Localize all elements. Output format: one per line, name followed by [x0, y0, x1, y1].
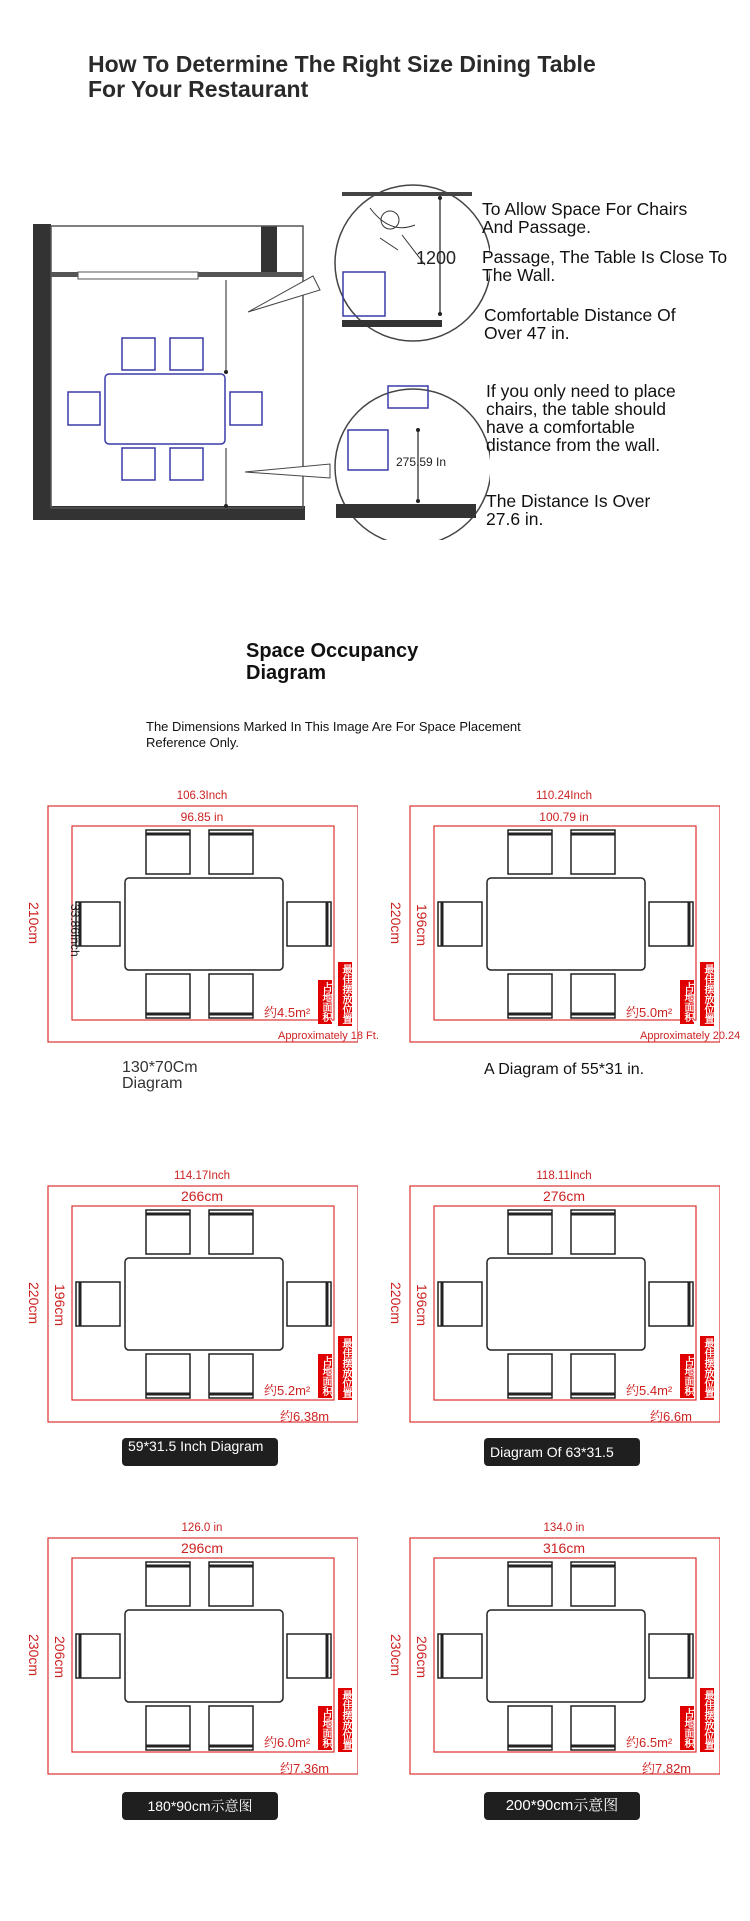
total-length-label: 约6.38m: [280, 1409, 330, 1424]
area-label: 约5.4m²: [626, 1383, 673, 1398]
outer-width-label: 110.24Inch: [535, 790, 593, 802]
space-diagram-drawing: [408, 790, 720, 1050]
tag-occupied-area: 占地面积: [682, 1356, 693, 1396]
inner-height-label: 196cm: [414, 904, 430, 947]
note-distance-27: The Distance Is Over 27.6 in.: [486, 491, 651, 529]
note-only-chairs: If you only need to place chairs, the table should have a comfortable distance from the wall.: [486, 381, 676, 455]
inner-width-label: 266cm: [180, 1188, 224, 1204]
approx-label: Approximately 18 Ft.: [278, 1030, 379, 1042]
inner-height-label: 196cm: [414, 1284, 430, 1327]
outer-width-label: 126.0 in: [181, 1522, 223, 1534]
tag-best-position: 最佳摆放位置: [340, 964, 351, 1024]
outer-height-label: 220cm: [26, 1282, 42, 1325]
dim-1200-label: 1200: [416, 248, 457, 268]
tag-occupied-area: 占地面积: [320, 982, 331, 1022]
space-diagram-drawing: [46, 790, 358, 1050]
caption-6: 200*90cm示意图: [484, 1792, 640, 1820]
caption-4: Diagram Of 63*31.5: [484, 1438, 640, 1466]
inner-height-label: 196cm: [52, 1284, 68, 1327]
outer-height-label: 220cm: [388, 902, 404, 945]
space-diagram-drawing: [408, 1522, 720, 1782]
total-length-label: 约7.36m: [280, 1761, 330, 1776]
caption-3: 59*31.5 Inch Diagram: [122, 1438, 278, 1466]
caption-5: 180*90cm示意图: [122, 1792, 278, 1820]
approx-label: Approximately 20.24: [640, 1030, 741, 1042]
space-diagram-6: [388, 1522, 720, 1782]
floor-plan-diagram: [30, 180, 490, 540]
space-diagram-2: [388, 790, 741, 1050]
note-chairs-passage: To Allow Space For Chairs And Passage.: [482, 199, 688, 237]
tag-best-position: 最佳摆放位置: [702, 1690, 713, 1750]
outer-width-label: 118.11Inch: [536, 1170, 592, 1182]
outer-width-label: 106.3Inch: [176, 790, 228, 802]
total-length-label: 约6.6m: [650, 1409, 692, 1424]
outer-width-label: 114.17Inch: [173, 1170, 231, 1182]
outer-width-label: 134.0 in: [543, 1522, 585, 1534]
tag-best-position: 最佳摆放位置: [340, 1690, 351, 1750]
caption-2: A Diagram of 55*31 in.: [484, 1061, 645, 1078]
space-diagram-5: [26, 1522, 358, 1782]
inner-height-label: 206cm: [414, 1636, 430, 1679]
inner-width-label: 316cm: [542, 1540, 586, 1556]
outer-height-label: 210cm: [26, 902, 42, 945]
note-passage-wall: Passage, The Table Is Close To The Wall.: [482, 247, 728, 285]
outer-height-label: 220cm: [388, 1282, 404, 1325]
caption-1: 130*70Cm Diagram: [122, 1059, 198, 1092]
section-note: The Dimensions Marked In This Image Are For Space Placement Reference Only.: [146, 719, 521, 750]
area-label: 约6.0m²: [264, 1735, 311, 1750]
tag-best-position: 最佳摆放位置: [702, 1338, 713, 1398]
total-length-label: 约7.82m: [642, 1761, 692, 1776]
area-label: 约5.0m²: [626, 1005, 673, 1020]
note-comfortable-47: Comfortable Distance Of Over 47 in.: [484, 305, 676, 343]
tag-occupied-area: 占地面积: [682, 982, 693, 1022]
inner-width-label: 296cm: [180, 1540, 224, 1556]
space-diagram-drawing: [46, 1170, 358, 1430]
outer-height-label: 230cm: [388, 1634, 404, 1677]
space-diagram-1: [26, 790, 379, 1050]
page-title: How To Determine The Right Size Dining Table For Your Restaurant: [88, 51, 596, 102]
outer-height-label: 230cm: [26, 1634, 42, 1677]
tag-occupied-area: 占地面积: [320, 1356, 331, 1396]
tag-best-position: 最佳摆放位置: [702, 964, 713, 1024]
area-label: 约5.2m²: [264, 1383, 311, 1398]
tag-best-position: 最佳摆放位置: [340, 1338, 351, 1398]
space-diagram-3: [26, 1170, 358, 1430]
inner-height-label: 33.86Inch: [68, 904, 82, 957]
space-diagram-drawing: [408, 1170, 720, 1430]
area-label: 约6.5m²: [626, 1735, 673, 1750]
inner-width-label: 276cm: [542, 1188, 586, 1204]
tag-occupied-area: 占地面积: [320, 1708, 331, 1748]
dim-27559-label: 275.59 In: [396, 455, 447, 469]
inner-width-label: 96.85 in: [180, 810, 224, 824]
area-label: 约4.5m²: [264, 1005, 311, 1020]
space-diagram-4: [388, 1170, 720, 1430]
inner-width-label: 100.79 in: [539, 810, 589, 824]
section-title: Space Occupancy Diagram: [246, 640, 419, 684]
inner-height-label: 206cm: [52, 1636, 68, 1679]
space-diagram-drawing: [46, 1522, 358, 1782]
tag-occupied-area: 占地面积: [682, 1708, 693, 1748]
